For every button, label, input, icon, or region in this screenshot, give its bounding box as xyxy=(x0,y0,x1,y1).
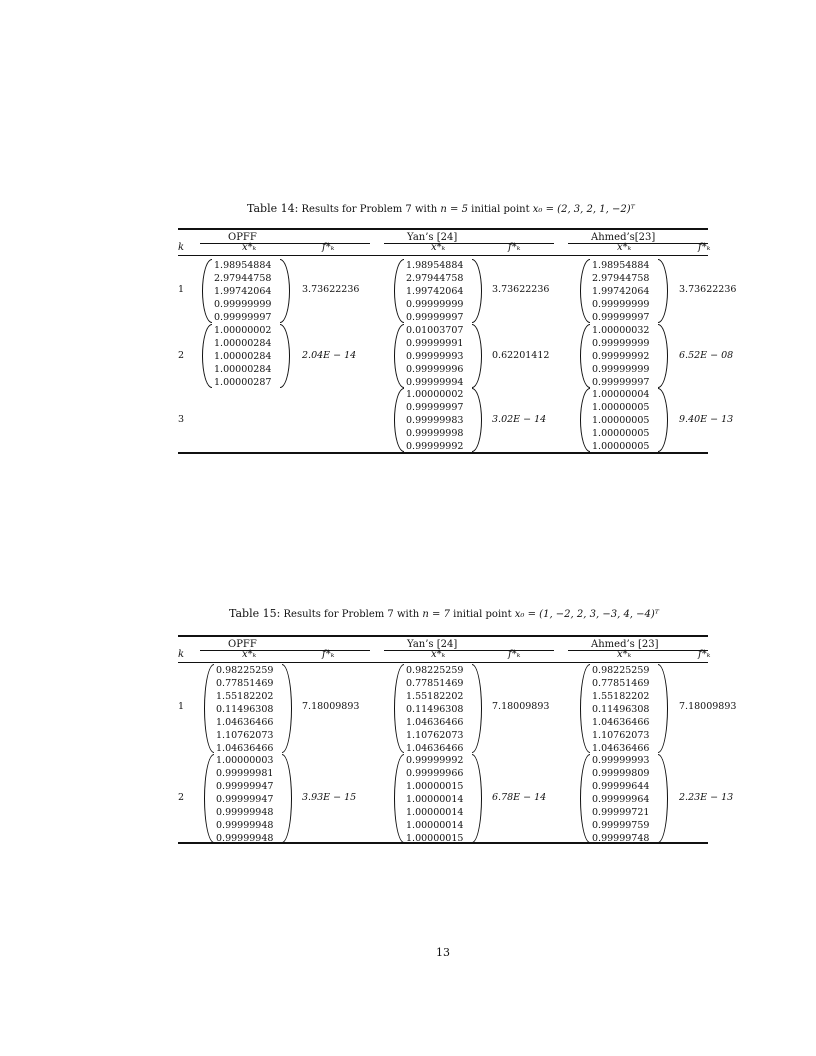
table14 xyxy=(178,228,737,454)
vec-entry: 0.99999644 xyxy=(592,781,650,792)
vec-entry: 1.00000284 xyxy=(214,351,272,362)
vec-entry: 0.99999992 xyxy=(406,755,464,766)
table14-label: Table 14: xyxy=(247,202,299,215)
table14-row1-yan-f: 3.73622236 xyxy=(492,284,550,295)
table14-row3-ahmed-f: 9.40E − 13 xyxy=(679,414,734,425)
table15 xyxy=(178,635,737,845)
table14-row1-yan-x xyxy=(394,259,482,323)
vec-entry: 1.99742064 xyxy=(406,286,464,297)
vec-entry: 1.00000004 xyxy=(592,389,650,400)
vec-entry: 1.00000032 xyxy=(592,325,650,336)
table14-row2-yan-x xyxy=(394,324,482,388)
table14-row1-k: 1 xyxy=(178,284,185,295)
table14-group-rule-ahmed xyxy=(568,243,708,244)
table15-group-rule-yan xyxy=(384,650,554,651)
vec-entry: 1.00000002 xyxy=(406,389,464,400)
vec-entry: 0.01003707 xyxy=(406,325,464,336)
vec-entry: 1.55182202 xyxy=(406,691,464,702)
table14-col-k: k xyxy=(178,242,185,253)
vec-entry: 0.99999981 xyxy=(216,768,274,779)
vec-entry: 0.77851469 xyxy=(592,678,650,689)
table14-row2-opff-f: 2.04E − 14 xyxy=(302,350,357,361)
table14-row2-k: 2 xyxy=(178,350,185,361)
vec-entry: 1.00000284 xyxy=(214,338,272,349)
vec-entry: 0.99999948 xyxy=(216,807,274,818)
vec-entry: 0.98225259 xyxy=(406,665,464,676)
vec-entry: 1.00000015 xyxy=(406,833,464,844)
vec-entry: 1.00000287 xyxy=(214,377,272,388)
table15-caption xyxy=(229,607,659,620)
table14-row3-ahmed-x xyxy=(580,388,668,452)
vec-entry: 0.99999964 xyxy=(592,794,650,805)
vec-entry: 0.99999997 xyxy=(592,377,650,388)
table15-row1-yan-f: 7.18009893 xyxy=(492,701,550,712)
vec-entry: 1.00000005 xyxy=(592,402,650,413)
vec-entry: 1.00000005 xyxy=(592,415,650,426)
table15-header-rule xyxy=(178,662,708,663)
table15-row2-opff-x xyxy=(204,754,292,843)
vec-entry: 0.99999948 xyxy=(216,820,274,831)
vec-entry: 0.99999993 xyxy=(592,755,650,766)
table15-col-k: k xyxy=(178,649,185,660)
table14-group-ahmed: Ahmed’s[23] xyxy=(591,232,656,243)
vec-entry: 0.99999748 xyxy=(592,833,650,844)
vec-entry: 1.00000003 xyxy=(216,755,274,766)
table14-row2-yan-f: 0.62201412 xyxy=(492,350,550,361)
table14-col-opff-f: f*ₖ xyxy=(322,242,335,253)
vec-entry: 0.98225259 xyxy=(592,665,650,676)
vec-entry: 2.97944758 xyxy=(592,273,650,284)
table14-col-opff-x: x*ₖ xyxy=(242,242,257,253)
table14-header-rule xyxy=(178,255,708,256)
table15-row1-opff-x xyxy=(204,664,292,753)
page-number: 13 xyxy=(436,946,450,959)
table15-mid-text: initial point xyxy=(453,609,512,620)
table14-caption-text: Results for Problem 7 with xyxy=(301,204,438,215)
table15-row1-ahmed-x xyxy=(580,664,668,753)
table15-label: Table 15: xyxy=(229,607,281,620)
table14-row3-yan-f: 3.02E − 14 xyxy=(492,414,547,425)
vec-entry: 0.99999996 xyxy=(406,364,464,375)
vec-entry: 0.99999721 xyxy=(592,807,650,818)
table15-x0: x₀ = (1, −2, 2, 3, −3, 4, −4)ᵀ xyxy=(514,609,660,620)
vec-entry: 1.04636466 xyxy=(592,743,650,754)
vec-entry: 0.99999999 xyxy=(592,338,650,349)
table15-group-ahmed: Ahmed’s [23] xyxy=(591,639,659,650)
vec-entry: 1.04636466 xyxy=(592,717,650,728)
vec-entry: 0.99999966 xyxy=(406,768,464,779)
vec-entry: 1.55182202 xyxy=(592,691,650,702)
vec-entry: 0.99999993 xyxy=(406,351,464,362)
table15-group-rule-ahmed xyxy=(568,650,708,651)
vec-entry: 0.77851469 xyxy=(216,678,274,689)
vec-entry: 0.99999948 xyxy=(216,833,274,844)
table14-row1-ahmed-x xyxy=(580,259,668,323)
vec-entry: 0.11496308 xyxy=(216,704,274,715)
vec-entry: 0.99999998 xyxy=(406,428,464,439)
vec-entry: 0.99999947 xyxy=(216,781,274,792)
table15-col-opff-f: f*ₖ xyxy=(322,649,335,660)
vec-entry: 1.00000002 xyxy=(214,325,272,336)
vec-entry: 0.99999947 xyxy=(216,794,274,805)
table14-row1-ahmed-f: 3.73622236 xyxy=(679,284,737,295)
vec-entry: 1.00000284 xyxy=(214,364,272,375)
table14-col-yan-f: f*ₖ xyxy=(508,242,521,253)
table15-group-yan: Yan’s [24] xyxy=(407,639,458,650)
table15-top-rule xyxy=(178,635,708,637)
table15-group-opff: OPFF xyxy=(228,639,257,650)
table15-row1-ahmed-f: 7.18009893 xyxy=(679,701,737,712)
table14-group-yan: Yan’s [24] xyxy=(407,232,458,243)
vec-entry: 0.77851469 xyxy=(406,678,464,689)
table14-caption xyxy=(247,202,635,215)
table15-row2-ahmed-x xyxy=(580,754,668,843)
vec-entry: 1.00000015 xyxy=(406,781,464,792)
vec-entry: 1.10762073 xyxy=(592,730,650,741)
vec-entry: 1.98954884 xyxy=(406,260,464,271)
vec-entry: 1.00000014 xyxy=(406,794,464,805)
vec-entry: 1.98954884 xyxy=(214,260,272,271)
vec-entry: 1.99742064 xyxy=(592,286,650,297)
vec-entry: 0.99999997 xyxy=(406,402,464,413)
vec-entry: 0.99999997 xyxy=(406,312,464,323)
table14-n: n = 5 xyxy=(440,204,468,215)
vec-entry: 0.99999999 xyxy=(214,299,272,310)
vec-entry: 0.99999999 xyxy=(592,364,650,375)
table15-col-ahmed-x: x*ₖ xyxy=(617,649,632,660)
vec-entry: 1.99742064 xyxy=(214,286,272,297)
vec-entry: 1.55182202 xyxy=(216,691,274,702)
vec-entry: 0.99999991 xyxy=(406,338,464,349)
vec-entry: 0.99999997 xyxy=(592,312,650,323)
table14-row1-opff-f: 3.73622236 xyxy=(302,284,360,295)
vec-entry: 1.04636466 xyxy=(216,717,274,728)
vec-entry: 1.00000014 xyxy=(406,807,464,818)
table14-group-rule-opff xyxy=(200,243,370,244)
table14-row2-ahmed-f: 6.52E − 08 xyxy=(679,350,734,361)
vec-entry: 0.99999809 xyxy=(592,768,650,779)
table14-col-ahmed-f: f*ₖ xyxy=(698,242,711,253)
vec-entry: 2.97944758 xyxy=(406,273,464,284)
vec-entry: 0.99999759 xyxy=(592,820,650,831)
table15-row1-k: 1 xyxy=(178,701,185,712)
table14-col-ahmed-x: x*ₖ xyxy=(617,242,632,253)
table15-col-opff-x: x*ₖ xyxy=(242,649,257,660)
table14-row2-opff-x xyxy=(202,324,290,388)
vec-entry: 1.00000005 xyxy=(592,428,650,439)
table15-caption-text: Results for Problem 7 with xyxy=(283,609,420,620)
table14-group-opff: OPFF xyxy=(228,232,257,243)
vec-entry: 1.10762073 xyxy=(406,730,464,741)
vec-entry: 1.00000005 xyxy=(592,441,650,452)
table14-row2-ahmed-x xyxy=(580,324,668,388)
vec-entry: 0.99999983 xyxy=(406,415,464,426)
table15-col-ahmed-f: f*ₖ xyxy=(698,649,711,660)
vec-entry: 1.10762073 xyxy=(216,730,274,741)
table15-n: n = 7 xyxy=(422,609,450,620)
table14-x0: x₀ = (2, 3, 2, 1, −2)ᵀ xyxy=(532,204,635,215)
table14-mid-text: initial point xyxy=(471,204,530,215)
table14-group-rule-yan2 xyxy=(384,243,554,244)
vec-entry: 0.99999992 xyxy=(592,351,650,362)
vec-entry: 0.99999999 xyxy=(592,299,650,310)
table14-row3-k: 3 xyxy=(178,414,185,425)
table15-row1-opff-f: 7.18009893 xyxy=(302,701,360,712)
vec-entry: 0.99999992 xyxy=(406,441,464,452)
vec-entry: 1.04636466 xyxy=(406,717,464,728)
vec-entry: 0.11496308 xyxy=(406,704,464,715)
table15-row1-yan-x xyxy=(394,664,482,753)
table15-row2-yan-x xyxy=(394,754,482,843)
vec-entry: 2.97944758 xyxy=(214,273,272,284)
table15-row2-ahmed-f: 2.23E − 13 xyxy=(679,792,734,803)
table15-row2-opff-f: 3.93E − 15 xyxy=(302,792,357,803)
vec-entry: 1.00000014 xyxy=(406,820,464,831)
vec-entry: 0.99999997 xyxy=(214,312,272,323)
vec-entry: 0.99999999 xyxy=(406,299,464,310)
vec-entry: 0.99999994 xyxy=(406,377,464,388)
table15-group-rule-opff xyxy=(200,650,370,651)
vec-entry: 0.98225259 xyxy=(216,665,274,676)
table14-row3-yan-x xyxy=(394,388,482,452)
table15-col-yan-f: f*ₖ xyxy=(508,649,521,660)
table14-top-rule xyxy=(178,228,708,230)
vec-entry: 1.04636466 xyxy=(406,743,464,754)
vec-entry: 0.11496308 xyxy=(592,704,650,715)
table15-row2-k: 2 xyxy=(178,792,185,803)
table15-col-yan-x: x*ₖ xyxy=(431,649,446,660)
vec-entry: 1.98954884 xyxy=(592,260,650,271)
vec-entry: 1.04636466 xyxy=(216,743,274,754)
table14-col-yan-x: x*ₖ xyxy=(431,242,446,253)
table15-row2-yan-f: 6.78E − 14 xyxy=(492,792,547,803)
table14-row1-opff-x xyxy=(202,259,290,323)
